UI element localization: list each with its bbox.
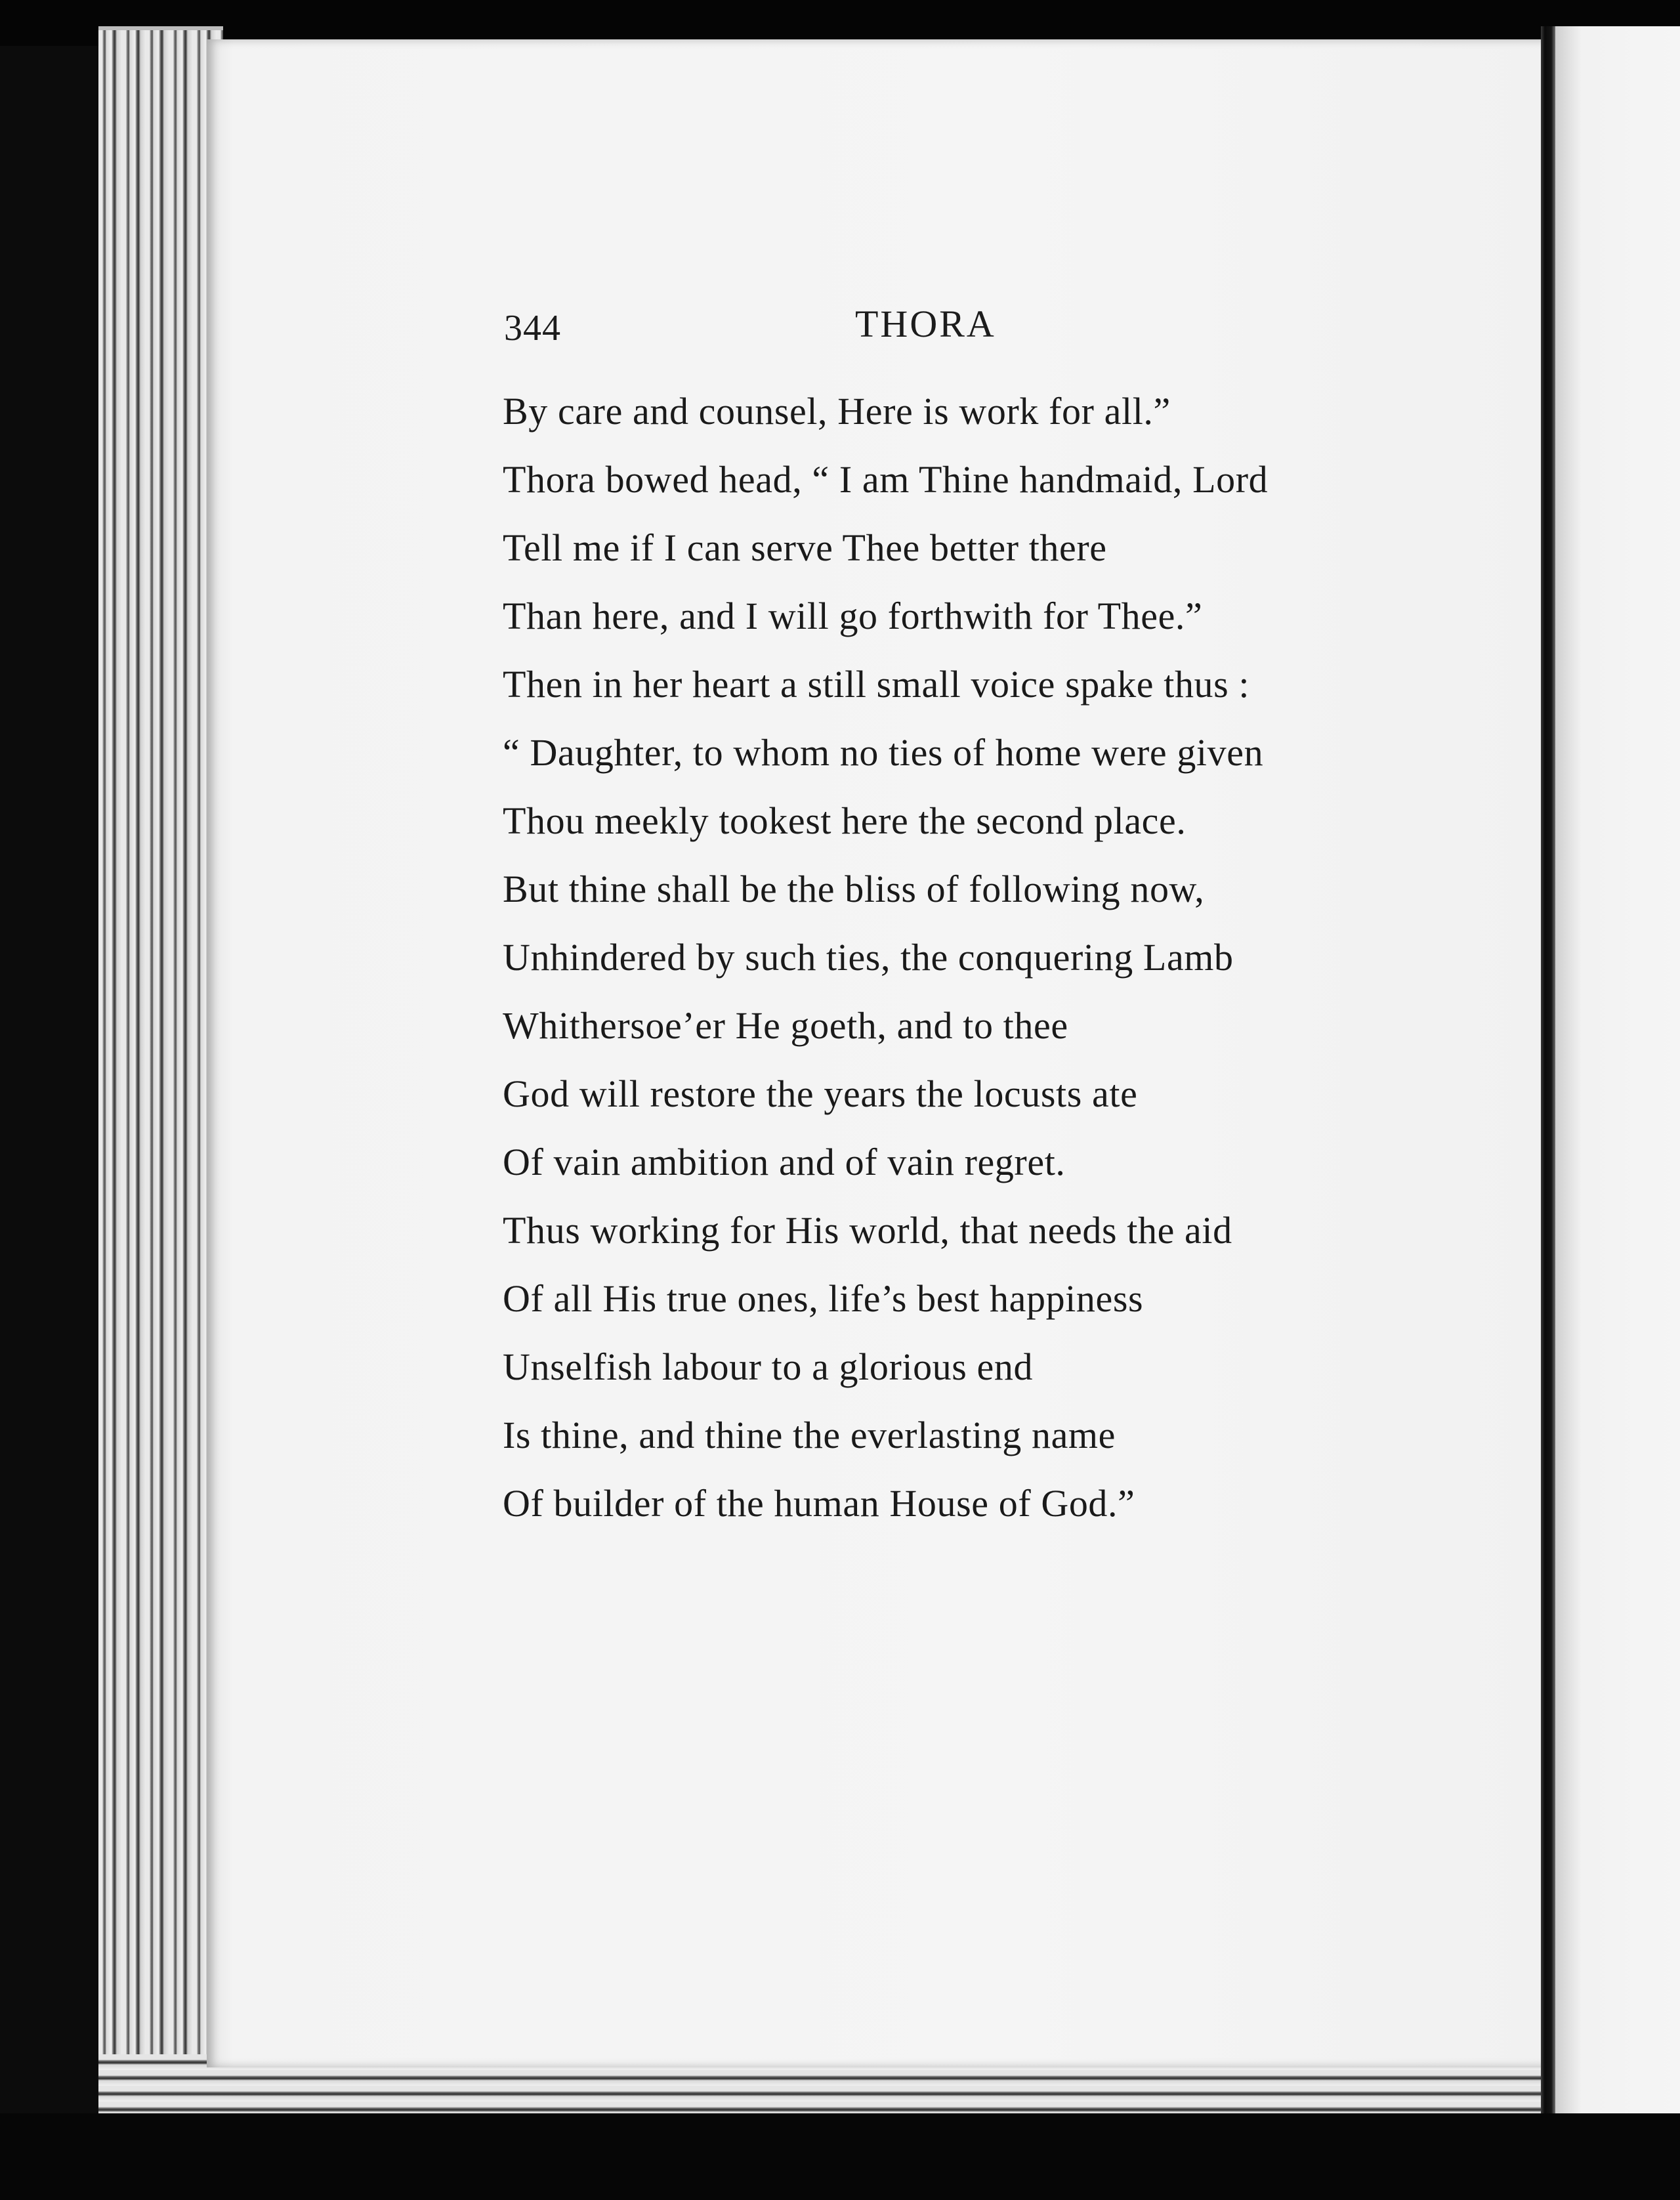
poem-line: Unhindered by such ties, the conquering Lamb [503,936,1234,979]
poem-line: By care and counsel, Here is work for all.” [503,390,1171,433]
poem-line: Of builder of the human House of God.” [503,1482,1135,1525]
running-title: THORA [855,303,996,345]
poem-line: Thora bowed head, “ I am Thine handmaid, Lord [503,458,1269,501]
poem-line: Then in her heart a still small voice spake thus : [503,663,1250,706]
poem-line: “ Daughter, to whom no ties of home were given [503,731,1264,774]
poem-line: Of all His true ones, life’s best happiness [503,1277,1144,1320]
poem-line: Of vain ambition and of vain regret. [503,1141,1066,1183]
poem-line: Whithersoe’er He goeth, and to thee [503,1004,1068,1047]
poem-text [503,377,1526,1538]
facing-page-edge [1555,26,1680,2113]
poem-line: God will restore the years the locusts ate [503,1072,1138,1115]
poem-line: Is thine, and thine the everlasting name [503,1414,1116,1456]
poem-line: Unselfish labour to a glorious end [503,1345,1034,1388]
book-gutter [1541,26,1555,2113]
page-number: 344 [504,308,561,349]
poem-line: Than here, and I will go forthwith for Thee.” [503,595,1203,637]
poem-line: But thine shall be the bliss of following now, [503,868,1205,910]
poem-line: Thou meekly tookest here the second place. [503,799,1186,842]
poem-line: Tell me if I can serve Thee better there [503,526,1107,569]
poem-line: Thus working for His world, that needs the aid [503,1209,1232,1252]
scan-border-bottom [0,2113,1680,2200]
book-page-edges [98,26,223,2123]
